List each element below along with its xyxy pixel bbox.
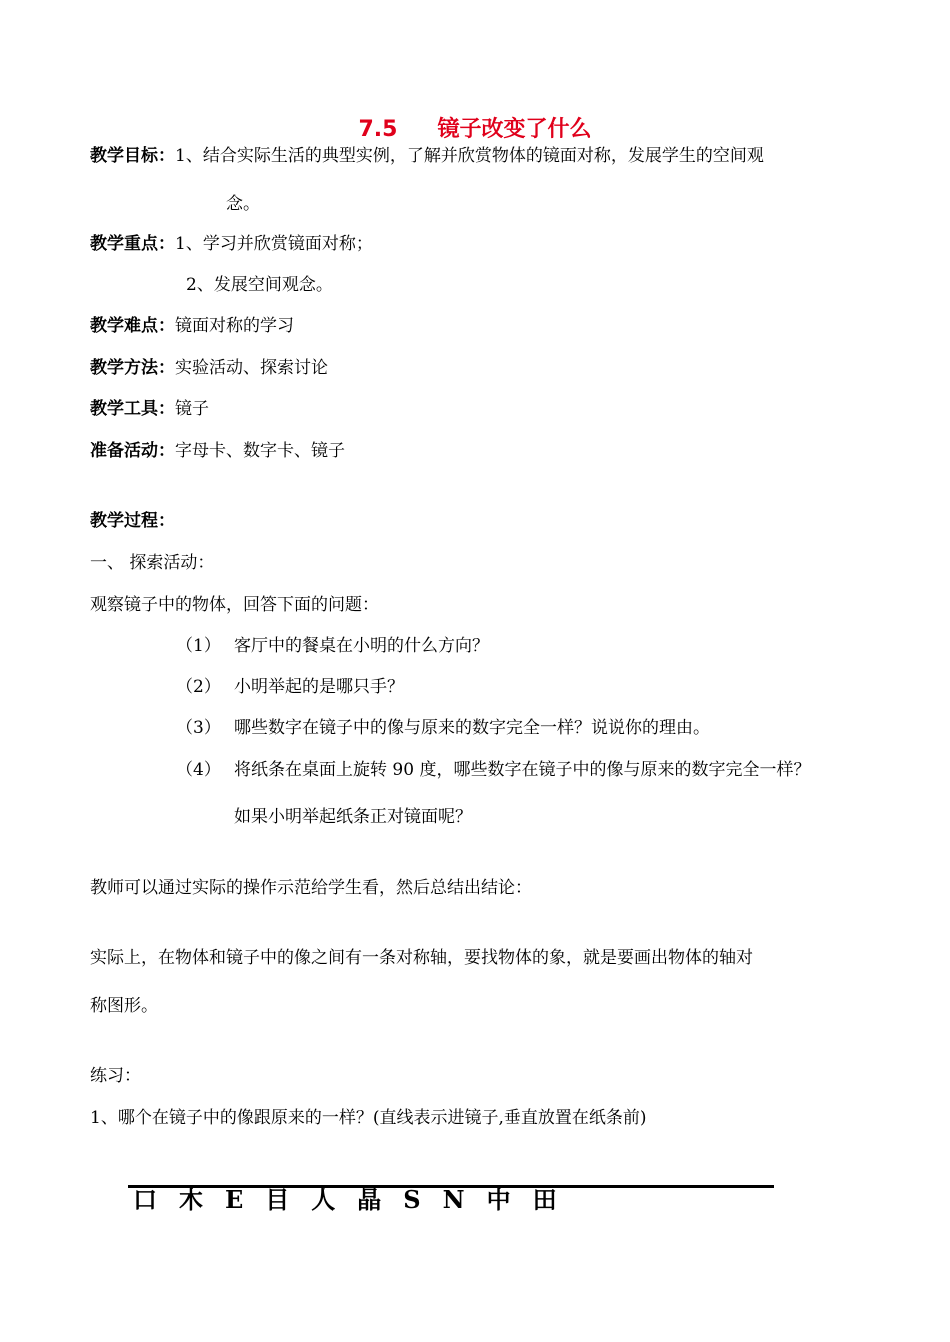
question-text: 哪些数字在镜子中的像与原来的数字完全一样？说说你的理由。 (234, 718, 710, 738)
teacher-note: 教师可以通过实际的操作示范给学生看，然后总结出结论： (90, 878, 532, 898)
question-4 (176, 760, 810, 780)
question-text: 客厅中的餐桌在小明的什么方向？ (234, 636, 489, 656)
question-4-continuation: 如果小明举起纸条正对镜面呢？ (234, 807, 472, 827)
title-number: 7.5 (358, 117, 398, 142)
title-text: 镜子改变了什么 (437, 117, 592, 142)
char-item: 目 (265, 1185, 290, 1214)
tools-label: 教学工具： (90, 399, 175, 419)
focus-item-2: 2、发展空间观念。 (186, 275, 333, 295)
char-item: 田 (532, 1185, 557, 1214)
question-number: （3） (176, 718, 221, 738)
question-number: （2） (176, 677, 221, 697)
practice-heading: 练习： (90, 1066, 141, 1086)
char-item: 晶 (357, 1185, 382, 1214)
method-text: 实验活动、探索讨论 (175, 358, 328, 378)
char-item: E (225, 1185, 244, 1214)
method-label: 教学方法： (90, 358, 175, 378)
prep-text: 字母卡、数字卡、镜子 (175, 441, 345, 461)
question-text: 将纸条在桌面上旋转 90 度，哪些数字在镜子中的像与原来的数字完全一样？ (234, 760, 811, 780)
tools-line (90, 399, 209, 419)
char-item: N (442, 1185, 465, 1214)
exercise-1: 1、哪个在镜子中的像跟原来的一样？(直线表示进镜子,垂直放置在纸条前) (90, 1108, 647, 1128)
prep-line (90, 441, 345, 461)
char-item: 口 (133, 1185, 157, 1214)
goal-label: 教学目标： (90, 146, 175, 166)
page-title (0, 112, 950, 143)
observe-instruction: 观察镜子中的物体，回答下面的问题： (90, 595, 379, 615)
goal-text-cont: 念。 (226, 194, 260, 214)
goal-line (90, 146, 764, 166)
char-item: 人 (311, 1185, 336, 1214)
focus-label: 教学重点： (90, 234, 175, 254)
goal-text: 1、结合实际生活的典型实例，了解并欣赏物体的镜面对称，发展学生的空间观 (175, 146, 764, 166)
question-text: 小明举起的是哪只手？ (234, 677, 404, 697)
tools-text: 镜子 (175, 399, 209, 419)
process-label: 教学过程： (90, 511, 175, 531)
char-item: S (403, 1185, 421, 1214)
prep-label: 准备活动： (90, 441, 175, 461)
question-number: （1） (176, 636, 221, 656)
method-line (90, 358, 328, 378)
question-2 (176, 677, 404, 697)
conclusion-line-2: 称图形。 (90, 996, 158, 1016)
question-number: （4） (176, 760, 221, 780)
focus-line (90, 234, 373, 254)
focus-item-1: 1、学习并欣赏镜面对称； (175, 234, 373, 254)
conclusion-line-1: 实际上，在物体和镜子中的像之间有一条对称轴，要找物体的象，就是要画出物体的轴对 (90, 948, 753, 968)
section-1-heading: 一、 探索活动： (90, 553, 215, 573)
question-3 (176, 718, 710, 738)
character-strip (133, 1180, 579, 1215)
difficulty-text: 镜面对称的学习 (175, 316, 294, 336)
char-item: 中 (486, 1185, 511, 1214)
char-item: 木 (179, 1185, 203, 1214)
difficulty-label: 教学难点： (90, 316, 175, 336)
difficulty-line (90, 316, 294, 336)
question-1 (176, 636, 489, 656)
